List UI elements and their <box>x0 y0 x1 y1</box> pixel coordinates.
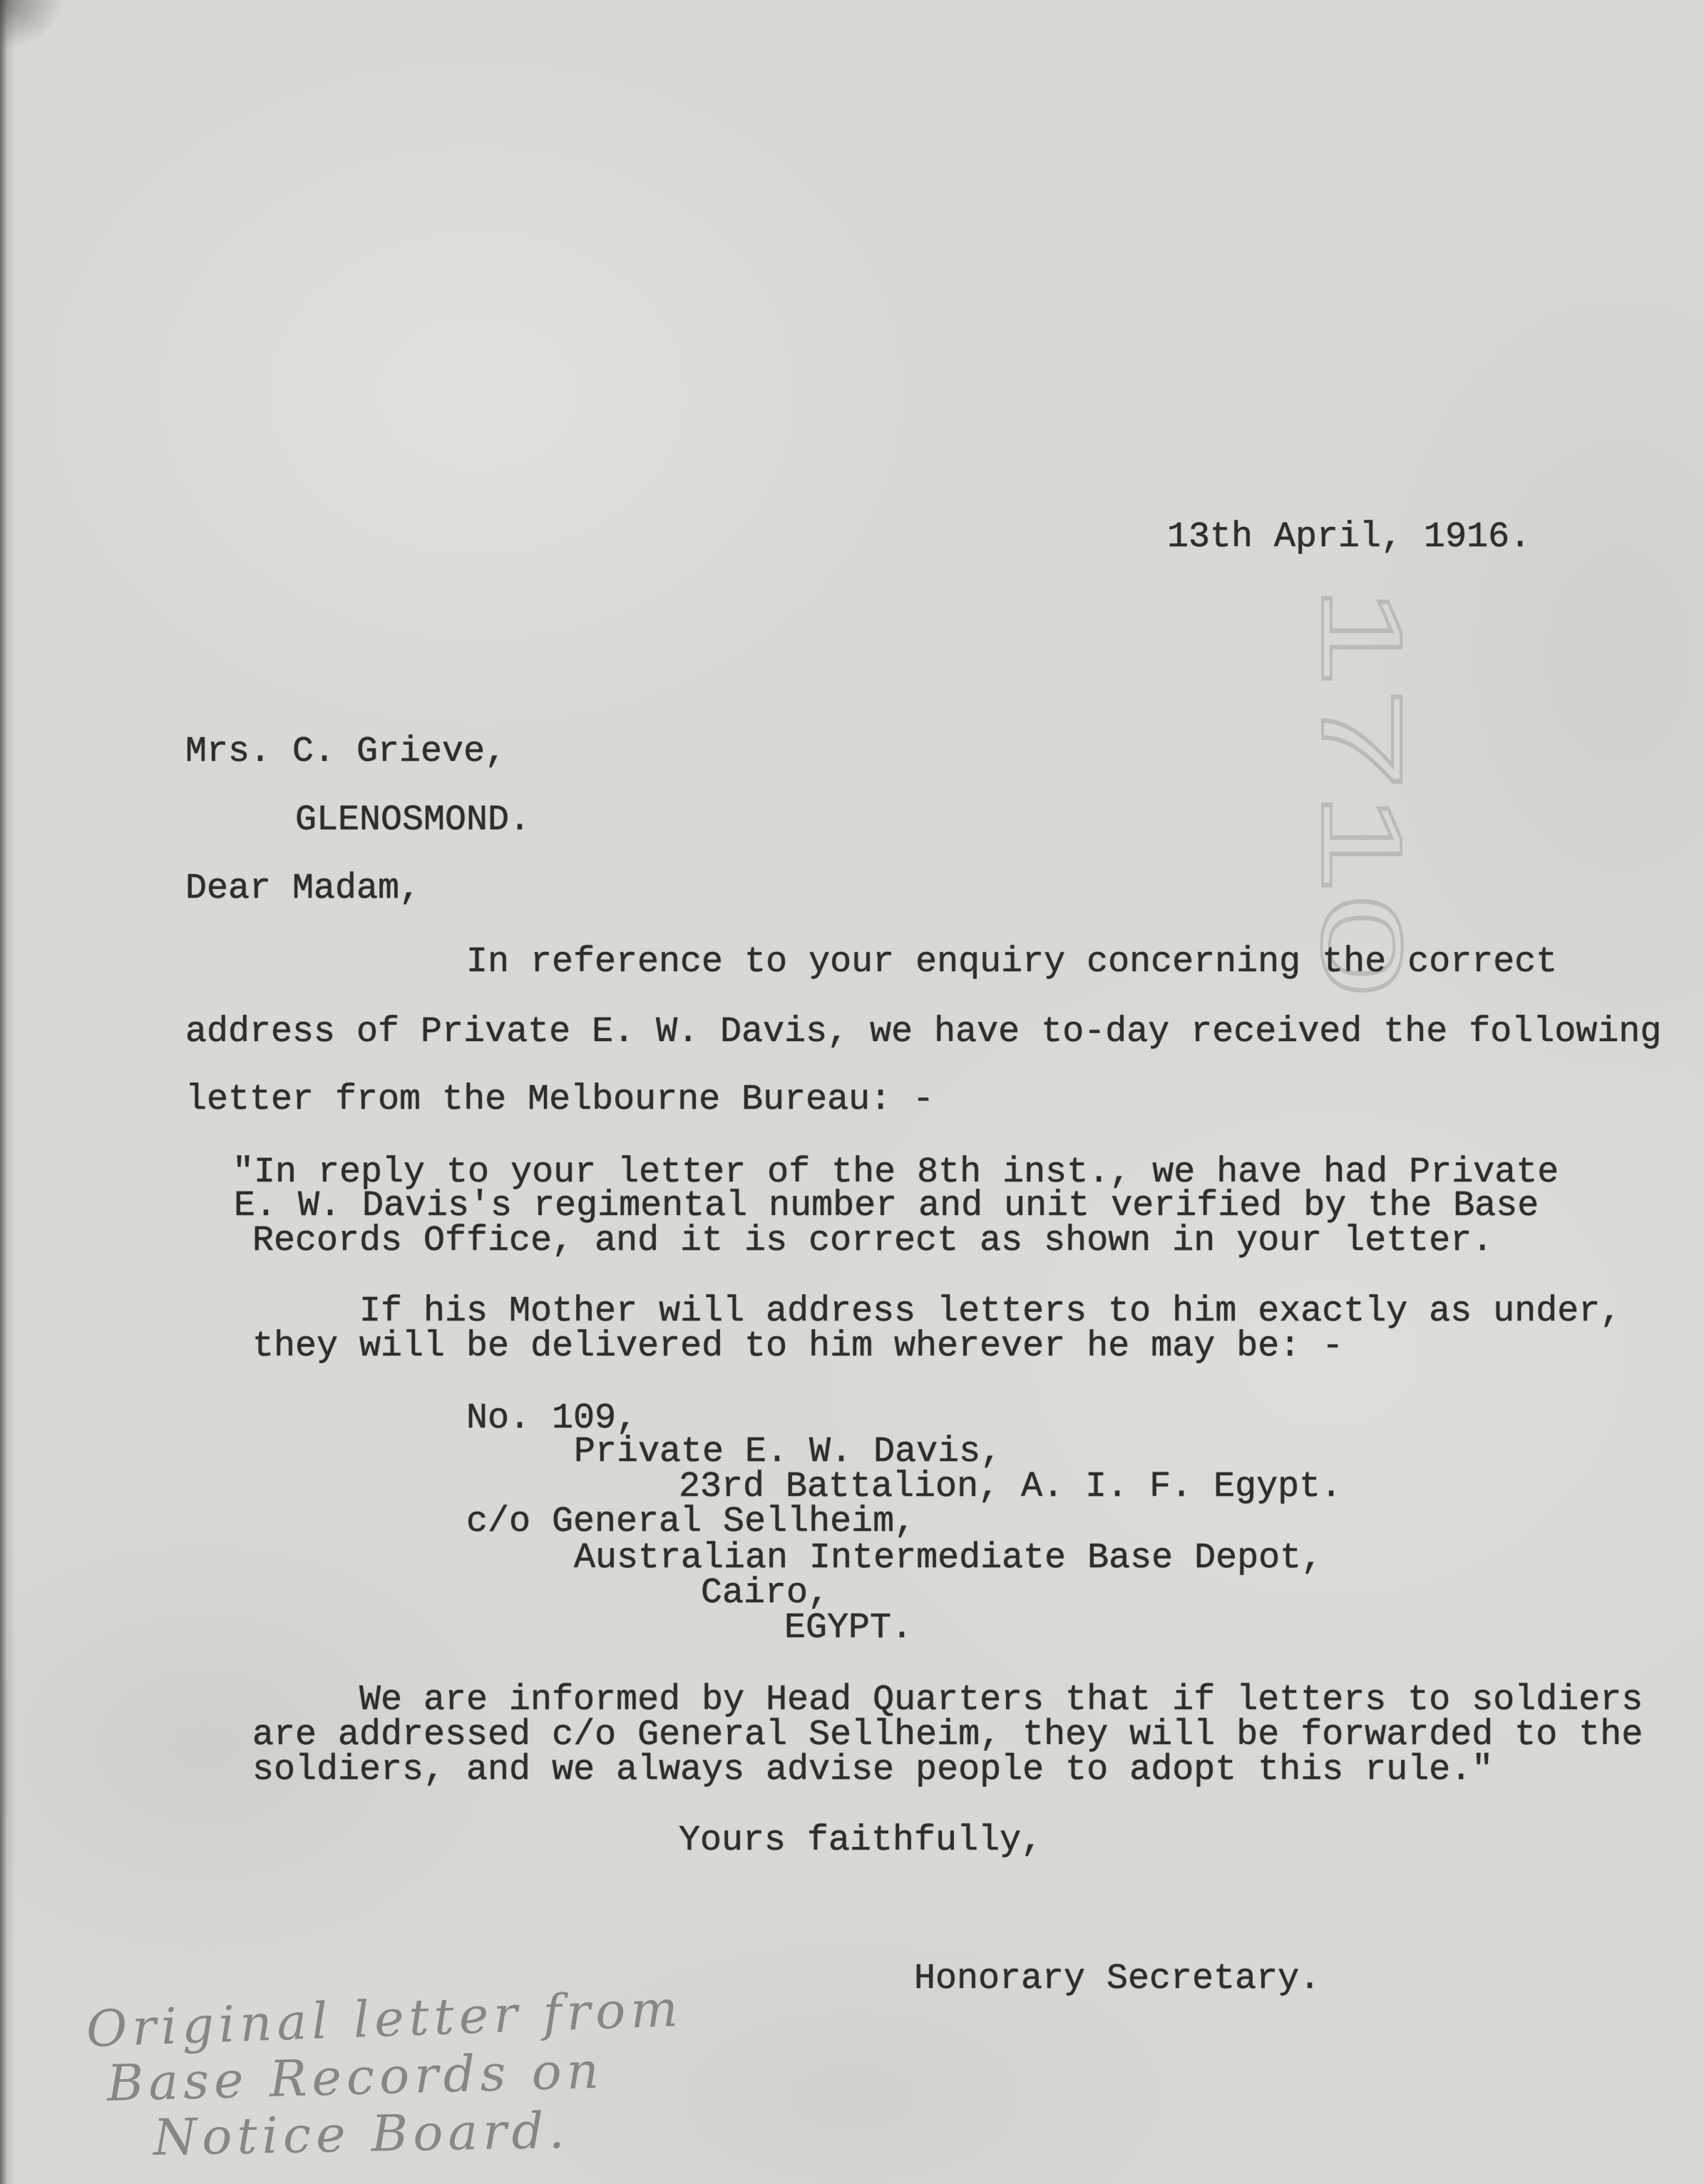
body-line: address of Private E. W. Davis, we have to-day received the following <box>185 1012 1662 1052</box>
address-line: c/o General Sellheim, <box>466 1502 916 1542</box>
address-line: Australian Intermediate Base Depot, <box>574 1538 1323 1579</box>
scan-edge-left <box>0 0 16 2184</box>
quote-line: If his Mother will address letters to him exactly as under, <box>359 1291 1622 1332</box>
closing: Yours faithfully, <box>679 1820 1043 1861</box>
stamp-graphic <box>1298 578 1426 1003</box>
body-line: In reference to your enquiry concerning the correct <box>466 942 1558 983</box>
quote-line: are addressed c/o General Sellheim, they will be forwarded to the <box>252 1715 1643 1755</box>
recipient-name: Mrs. C. Grieve, <box>185 732 507 772</box>
address-line: 23rd Battalion, A. I. F. Egypt. <box>679 1467 1343 1507</box>
quote-line: they will be delivered to him wherever he may be: - <box>252 1326 1344 1367</box>
quote-line: "In reply to your letter of the 8th inst., we have had Private <box>232 1152 1559 1193</box>
address-line: Private E. W. Davis, <box>574 1432 1002 1472</box>
recipient-place: GLENOSMOND. <box>295 800 531 841</box>
quote-line: soldiers, and we always advise people to adopt this rule." <box>252 1750 1494 1790</box>
handwritten-note-line: Original letter from <box>85 1979 684 2059</box>
handwritten-note-line: Notice Board. <box>153 2101 570 2167</box>
stamp-number: 1710 <box>1298 584 1426 838</box>
handwritten-note-line: Base Records on <box>106 2041 605 2113</box>
address-line: No. 109, <box>466 1398 638 1439</box>
salutation: Dear Madam, <box>185 868 421 909</box>
quote-line: E. W. Davis's regimental number and unit verified by the Base <box>234 1186 1539 1226</box>
file-number-stamp <box>1298 578 1426 1003</box>
signature-title: Honorary Secretary. <box>914 1959 1321 1999</box>
body-line: letter from the Melbourne Bureau: - <box>185 1080 935 1120</box>
quote-line: We are informed by Head Quarters that if letters to soldiers <box>359 1680 1643 1721</box>
scan-edge-corner <box>0 0 64 50</box>
address-line: EGYPT. <box>784 1608 913 1649</box>
quote-line: Records Office, and it is correct as shown in your letter. <box>252 1221 1494 1261</box>
address-line: Cairo, <box>701 1573 830 1614</box>
letter-date: 13th April, 1916. <box>1167 517 1531 558</box>
